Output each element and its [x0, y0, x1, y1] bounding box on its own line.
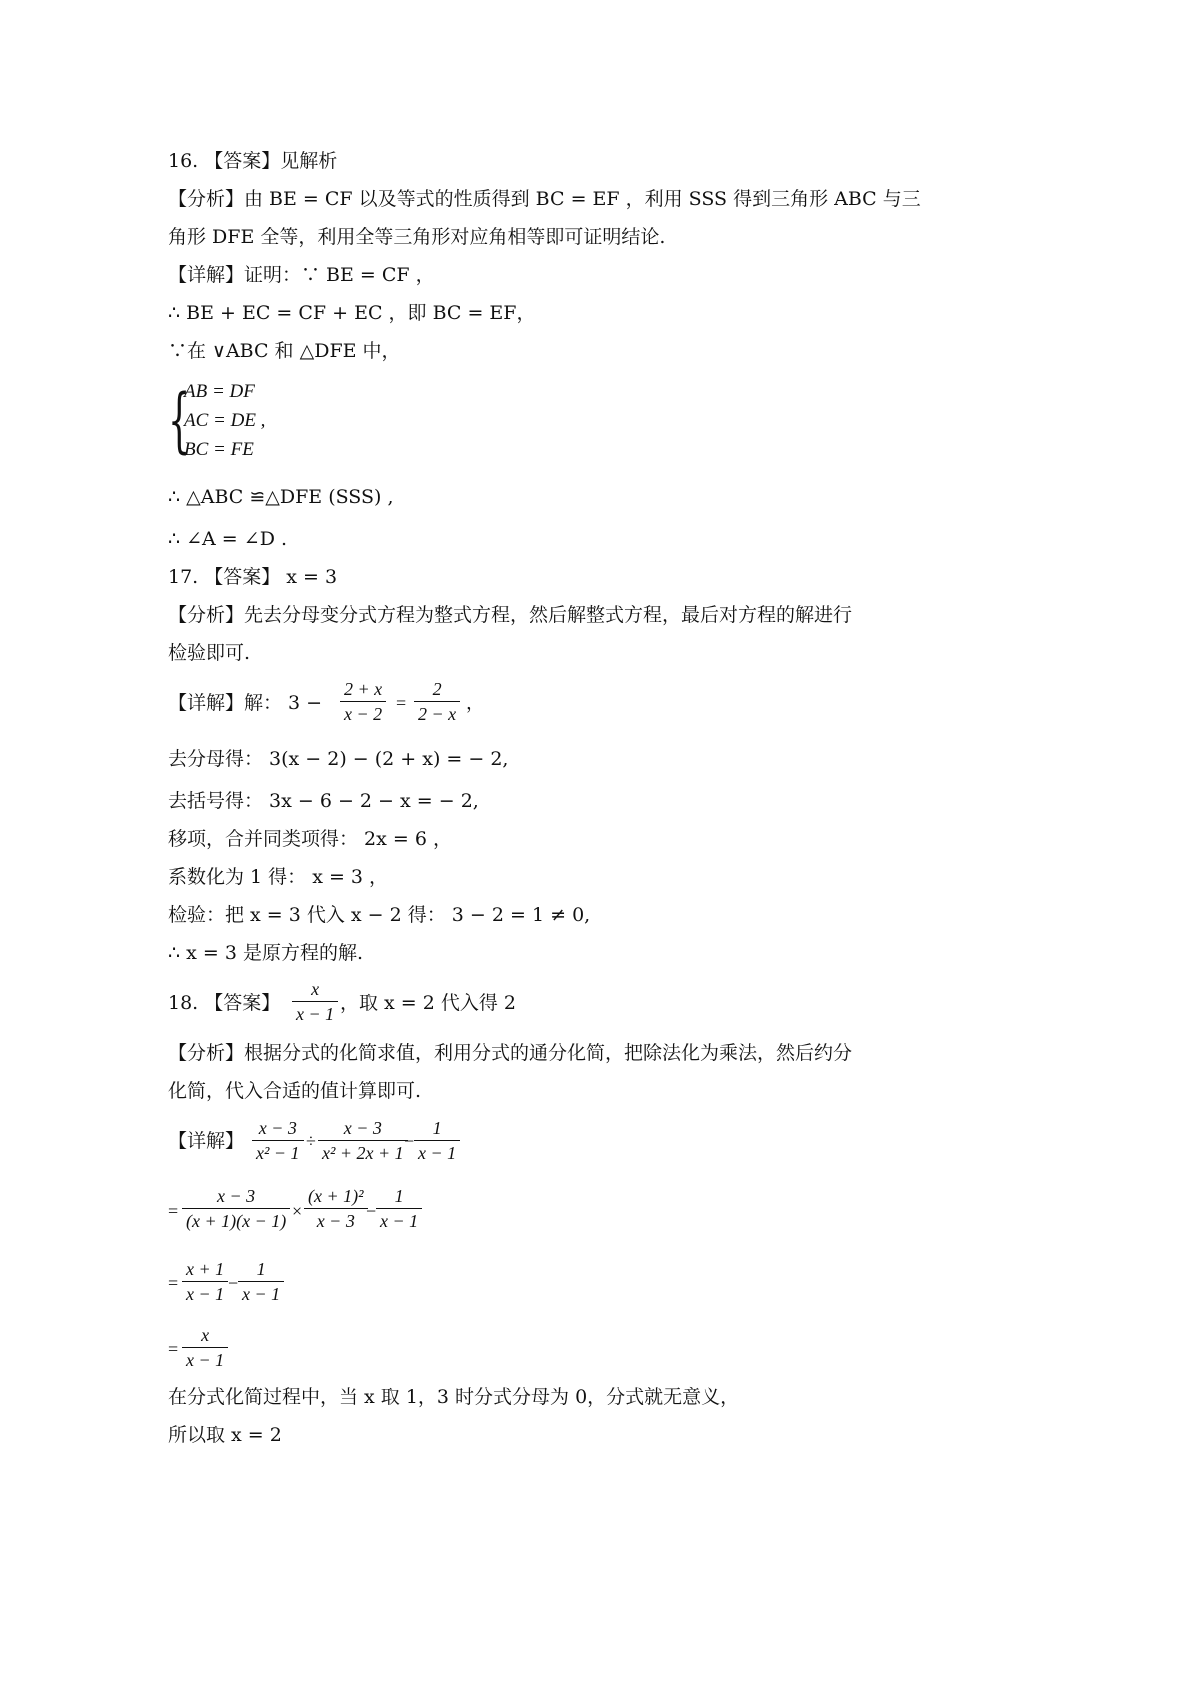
fraction-denominator: x − 2 — [344, 704, 383, 724]
q17-step-2: 去括号得： 3x − 6 − 2 − x = − 2, — [168, 790, 479, 812]
fraction-numerator: x — [201, 1325, 210, 1345]
fraction-numerator: x — [311, 979, 320, 999]
left-brace: { — [168, 379, 191, 461]
expr1-fraction-1 — [252, 1116, 304, 1165]
system-eq-1: AB = DF — [184, 381, 255, 402]
q16-detail-line-5: ∴ ∠A = ∠D . — [168, 528, 288, 550]
q16-analysis-line-1: 【分析】由 BE = CF 以及等式的性质得到 BC = EF ，利用 SSS 得到三角形 ABC 与三 — [168, 188, 921, 210]
fraction-numerator: x − 3 — [258, 1118, 297, 1138]
q16-detail-line-3: ∵在 ∨ABC 和 △DFE 中， — [168, 340, 401, 362]
q17-heading: 17. 【答案】 x = 3 — [168, 566, 338, 588]
expr1-fraction-3 — [414, 1116, 460, 1165]
expr3-fraction-1 — [182, 1257, 228, 1306]
system-eq-3: BC = FE — [184, 439, 254, 460]
equals-sign: = — [168, 1201, 179, 1221]
q17-detail-prefix: 【详解】解： 3 − — [168, 692, 323, 714]
q17-step-3: 移项，合并同类项得： 2x = 6 ， — [168, 828, 452, 850]
fraction-denominator: x − 1 — [418, 1143, 457, 1163]
comma: ， — [466, 693, 484, 713]
q17-fraction-2 — [414, 677, 460, 726]
q16-detail-line-4: ∴ △ABC ≌△DFE (SSS) , — [168, 486, 394, 508]
fraction-numerator: x − 3 — [343, 1118, 382, 1138]
fraction-numerator: x − 3 — [217, 1186, 256, 1206]
fraction-denominator: x − 1 — [186, 1284, 225, 1304]
q17-analysis-line-1: 【分析】先去分母变分式方程为整式方程，然后解整式方程，最后对方程的解进行 — [168, 604, 853, 626]
minus-sign: − — [404, 1131, 415, 1151]
q17-step-5: 检验：把 x = 3 代入 x − 2 得： 3 − 2 = 1 ≠ 0, — [168, 904, 591, 926]
fraction-numerator: 1 — [256, 1259, 266, 1279]
fraction-denominator: x − 1 — [242, 1284, 281, 1304]
q17-step-1: 去分母得： 3(x − 2) − (2 + x) = − 2, — [168, 748, 509, 770]
expr1-fraction-2 — [318, 1116, 408, 1165]
q16-equation-system — [168, 380, 468, 466]
q17-step-6: ∴ x = 3 是原方程的解. — [168, 942, 364, 964]
divide-sign: ÷ — [306, 1131, 316, 1151]
fraction-denominator: (x + 1)(x − 1) — [186, 1211, 287, 1231]
fraction-numerator: 1 — [432, 1118, 442, 1138]
system-eq-2: AC = DE , — [184, 410, 266, 431]
q18-answer-fraction — [292, 977, 338, 1026]
q18-heading-prefix: 18. 【答案】 — [168, 992, 281, 1014]
times-sign: × — [292, 1201, 303, 1221]
q17-fraction-1 — [340, 677, 386, 726]
q18-heading-suffix: ，取 x = 2 代入得 2 — [340, 992, 517, 1014]
equals-sign: = — [396, 693, 407, 713]
expr2-fraction-3 — [376, 1184, 422, 1233]
fraction-numerator: 2 — [432, 679, 442, 699]
q16-heading: 16. 【答案】见解析 — [168, 150, 338, 172]
fraction-numerator: 1 — [394, 1186, 404, 1206]
q17-step-4: 系数化为 1 得： x = 3 ， — [168, 866, 389, 888]
q16-detail-line-1: 【详解】证明：∵ BE = CF ， — [168, 264, 435, 286]
fraction-denominator: x − 1 — [186, 1350, 225, 1370]
minus-sign: − — [366, 1201, 377, 1221]
q18-analysis-line-2: 化简，代入合适的值计算即可. — [168, 1080, 422, 1102]
expr4-fraction — [182, 1323, 228, 1372]
q18-detail-prefix: 【详解】 — [168, 1130, 245, 1152]
fraction-denominator: x − 3 — [316, 1211, 355, 1231]
minus-sign: − — [228, 1273, 239, 1293]
expr3-fraction-2 — [238, 1257, 284, 1306]
q18-note-2: 所以取 x = 2 — [168, 1424, 282, 1446]
fraction-denominator: 2 − x — [418, 704, 457, 724]
fraction-numerator: (x + 1)² — [308, 1186, 364, 1206]
fraction-denominator: x − 1 — [380, 1211, 419, 1231]
q16-detail-line-2: ∴ BE + EC = CF + EC ，即 BC = EF， — [168, 302, 536, 324]
fraction-denominator: x² + 2x + 1 — [322, 1143, 404, 1163]
fraction-denominator: x − 1 — [296, 1004, 335, 1024]
equals-sign: = — [168, 1339, 179, 1359]
fraction-numerator: 2 + x — [344, 679, 383, 699]
q17-analysis-line-2: 检验即可. — [168, 642, 251, 664]
equals-sign: = — [168, 1273, 179, 1293]
fraction-denominator: x² − 1 — [256, 1143, 300, 1163]
q18-analysis-line-1: 【分析】根据分式的化简求值，利用分式的通分化简，把除法化为乘法，然后约分 — [168, 1042, 853, 1064]
expr2-fraction-1 — [182, 1184, 290, 1233]
q16-analysis-line-2: 角形 DFE 全等，利用全等三角形对应角相等即可证明结论. — [168, 226, 666, 248]
fraction-numerator: x + 1 — [186, 1259, 225, 1279]
expr2-fraction-2 — [304, 1184, 368, 1233]
q18-note-1: 在分式化简过程中，当 x 取 1，3 时分式分母为 0，分式就无意义， — [168, 1386, 740, 1408]
